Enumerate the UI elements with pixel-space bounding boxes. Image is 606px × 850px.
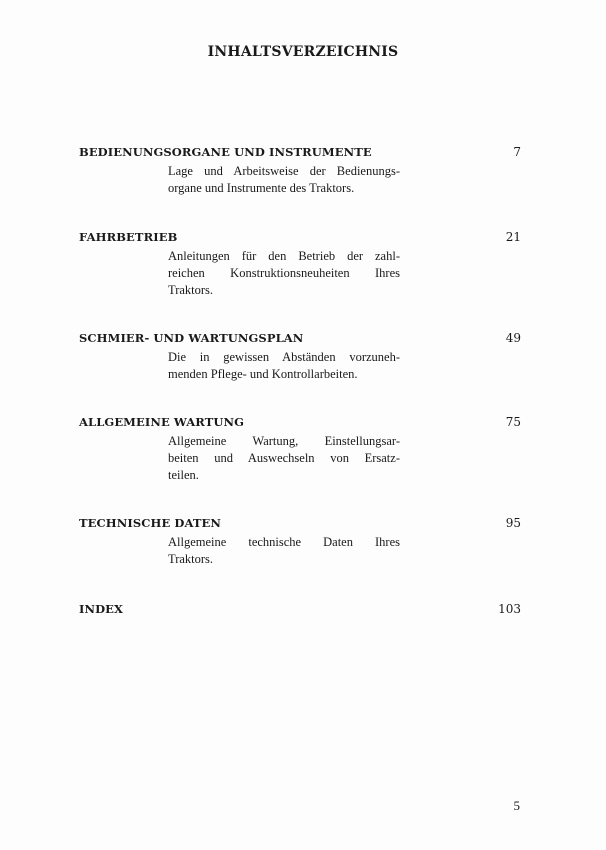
toc-entry-page-number: 7 bbox=[513, 145, 521, 159]
toc-entry-heading[interactable]: INDEX bbox=[79, 602, 124, 616]
description-line: organe und Instrumente des Traktors. bbox=[168, 181, 355, 195]
toc-entry[interactable] bbox=[79, 230, 521, 299]
description-line: beiten und Auswechseln von Ersatz- bbox=[168, 451, 400, 465]
description-line: Allgemeine Wartung, Einstellungsar- bbox=[168, 434, 400, 448]
toc-entry-heading[interactable]: SCHMIER- UND WARTUNGSPLAN bbox=[79, 331, 304, 345]
toc-entry-page-number: 21 bbox=[505, 230, 521, 244]
description-line: Lage und Arbeitsweise der Bedienungs- bbox=[168, 164, 400, 178]
toc-entry-description bbox=[168, 433, 400, 484]
page-number: 5 bbox=[513, 798, 520, 813]
toc-entry-heading[interactable]: TECHNISCHE DATEN bbox=[79, 516, 222, 530]
toc-entry[interactable] bbox=[79, 415, 521, 484]
description-line: Die in gewissen Abständen vorzuneh- bbox=[168, 350, 400, 364]
toc-entry-description bbox=[168, 163, 400, 197]
toc-entry-heading[interactable]: ALLGEMEINE WARTUNG bbox=[79, 415, 245, 429]
toc-entry[interactable] bbox=[79, 602, 521, 620]
toc-entry-page-number: 49 bbox=[505, 331, 521, 345]
description-line: menden Pflege- und Kontrollarbeiten. bbox=[168, 367, 358, 381]
toc-entry-description bbox=[168, 248, 400, 299]
toc-entry-page-number: 103 bbox=[498, 602, 521, 616]
toc-entry-description bbox=[168, 534, 400, 568]
description-line: teilen. bbox=[168, 468, 199, 482]
description-line: Allgemeine technische Daten Ihres bbox=[168, 535, 400, 549]
toc-entry-page-number: 95 bbox=[505, 516, 521, 530]
description-line: Anleitungen für den Betrieb der zahl- bbox=[168, 249, 400, 263]
toc-entry-description bbox=[168, 349, 400, 383]
toc-entry-page-number: 75 bbox=[505, 415, 521, 429]
description-line: reichen Konstruktionsneuheiten Ihres bbox=[168, 266, 400, 280]
toc-entry[interactable] bbox=[79, 516, 521, 568]
toc-entry[interactable] bbox=[79, 145, 521, 197]
description-line: Traktors. bbox=[168, 283, 214, 297]
description-line: Traktors. bbox=[168, 552, 214, 566]
toc-entry-heading[interactable]: FAHRBETRIEB bbox=[79, 230, 178, 244]
toc-entry[interactable] bbox=[79, 331, 521, 383]
toc-entry-heading[interactable]: BEDIENUNGSORGANE UND INSTRUMENTE bbox=[79, 145, 372, 159]
page-title: INHALTSVERZEICHNIS bbox=[207, 44, 399, 60]
